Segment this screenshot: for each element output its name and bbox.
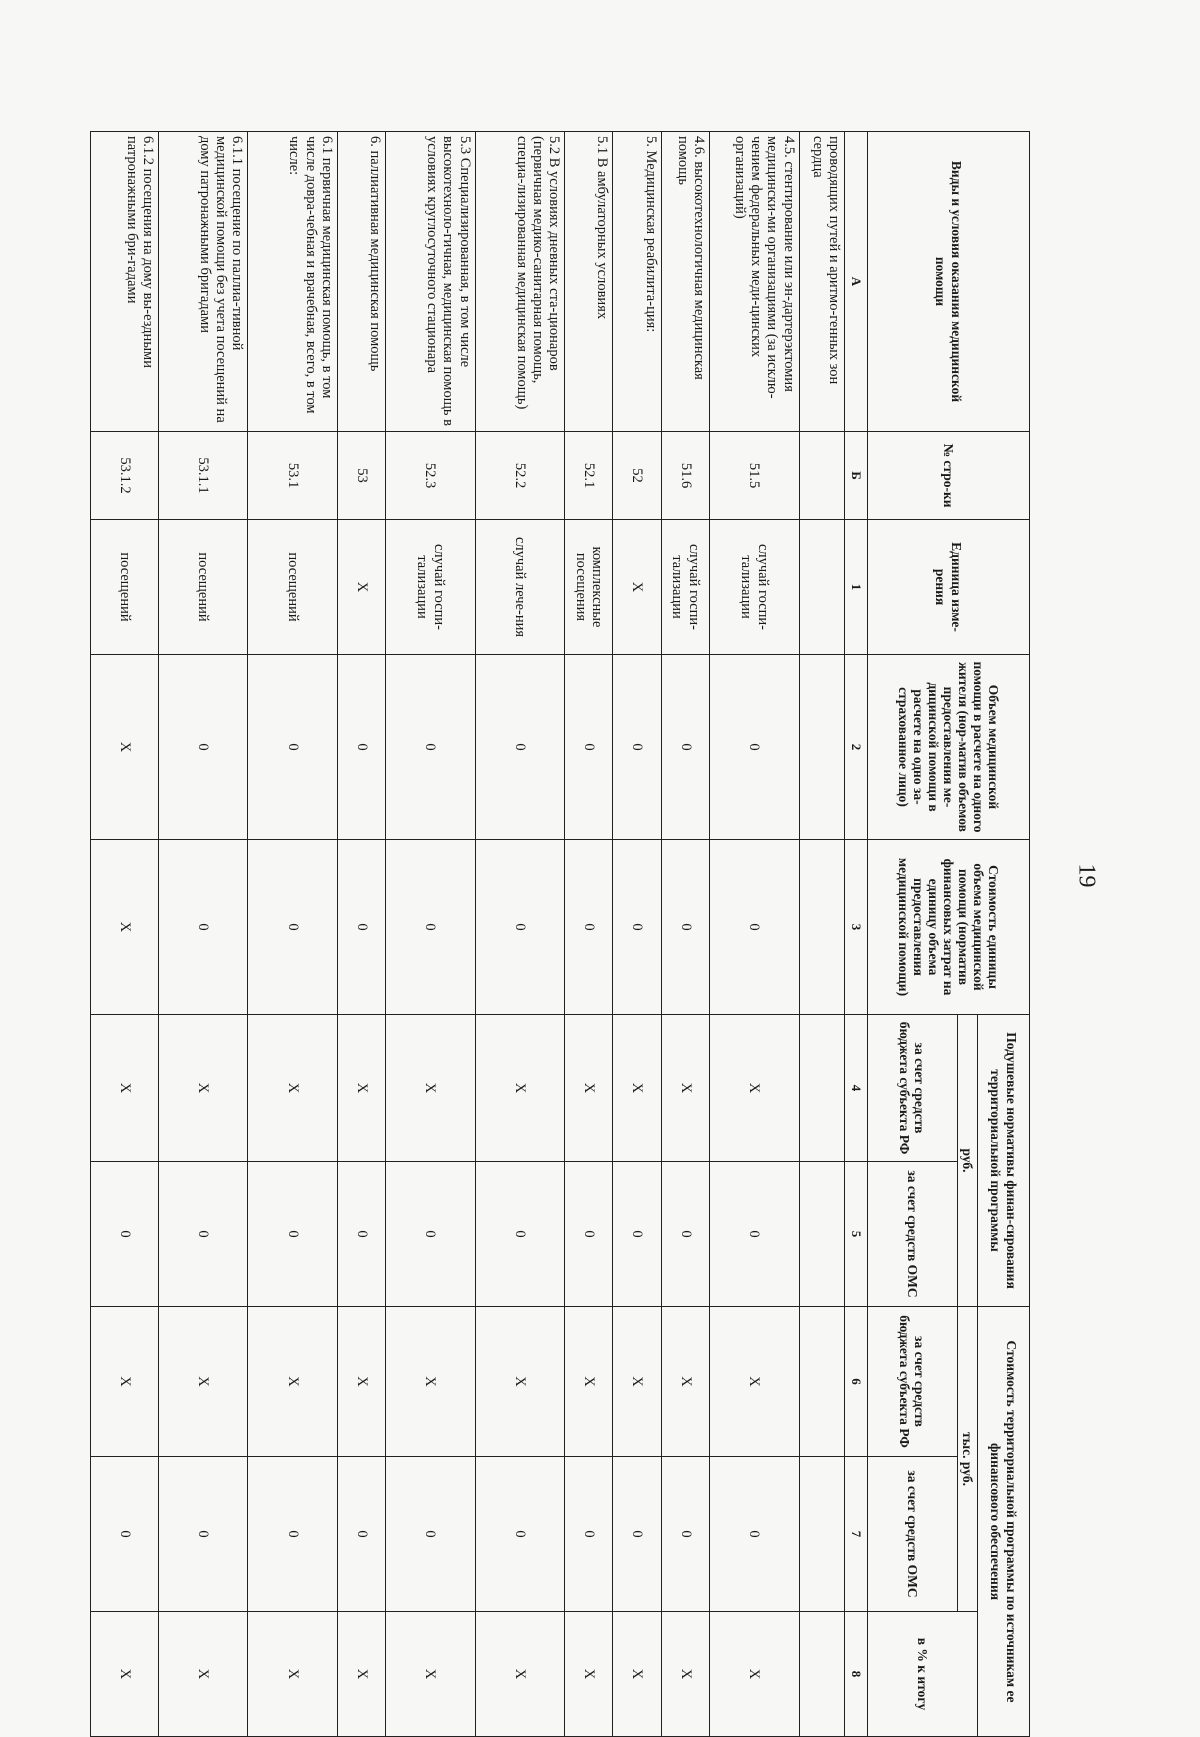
- value-cell: 0: [565, 655, 613, 840]
- value-cell: 0: [710, 655, 799, 840]
- value-cell: 0: [337, 840, 385, 1015]
- value-cell: X: [565, 1612, 613, 1737]
- value-cell: X: [710, 1015, 799, 1162]
- value-cell: 0: [337, 655, 385, 840]
- value-cell: 0: [475, 655, 564, 840]
- row-number-cell: 52.3: [386, 432, 475, 520]
- value-cell: X: [475, 1307, 564, 1457]
- column-number: 6: [844, 1307, 867, 1457]
- value-cell: 0: [565, 1162, 613, 1307]
- unit-cell: посещений: [91, 520, 159, 655]
- value-cell: 0: [661, 840, 709, 1015]
- value-cell: 0: [710, 840, 799, 1015]
- column-number: 3: [844, 840, 867, 1015]
- column-number: 2: [844, 655, 867, 840]
- header-budget-rub: за счет средств бюджета субъекта РФ: [867, 1015, 957, 1162]
- value-cell: 0: [613, 655, 661, 840]
- value-cell: X: [337, 1307, 385, 1457]
- value-cell: 0: [386, 840, 475, 1015]
- value-cell: X: [158, 1612, 247, 1737]
- column-number: 8: [844, 1612, 867, 1737]
- row-number-cell: 53: [337, 432, 385, 520]
- value-cell: X: [248, 1612, 337, 1737]
- row-number-cell: 52: [613, 432, 661, 520]
- unit-cell: случай госпи-тализации: [661, 520, 709, 655]
- header-budget-thousand: за счет средств бюджета субъекта РФ: [867, 1307, 957, 1457]
- unit-cell: X: [613, 520, 661, 655]
- column-number: 7: [844, 1457, 867, 1612]
- value-cell: [799, 1162, 844, 1307]
- value-cell: 0: [337, 1457, 385, 1612]
- value-cell: 0: [710, 1457, 799, 1612]
- header-unit: Единица изме-рения: [867, 520, 1029, 655]
- value-cell: [799, 1612, 844, 1737]
- value-cell: 0: [386, 655, 475, 840]
- value-cell: [799, 1457, 844, 1612]
- value-cell: 0: [248, 1457, 337, 1612]
- value-cell: X: [565, 1015, 613, 1162]
- value-cell: X: [386, 1307, 475, 1457]
- page-number: 19: [1073, 863, 1100, 888]
- value-cell: 0: [565, 840, 613, 1015]
- value-cell: 0: [613, 840, 661, 1015]
- value-cell: [799, 1015, 844, 1162]
- header-unit-cost: Стоимость единицы объема медицинской помощи (норматив финансовых затрат на единицу объема предоставления медицинской помощи): [867, 840, 1029, 1015]
- value-cell: X: [565, 1307, 613, 1457]
- value-cell: 0: [248, 1162, 337, 1307]
- rotated-table-container: [90, 131, 1030, 1736]
- header-per-capita-unit: руб.: [957, 1015, 977, 1307]
- row-number-cell: 51.5: [710, 432, 799, 520]
- value-cell: [799, 1307, 844, 1457]
- care-type-cell: 5. Медицинская реабилита-ция:: [613, 132, 661, 432]
- value-cell: X: [91, 840, 159, 1015]
- row-number-cell: [799, 432, 844, 520]
- header-volume: Объем медицинской помощи в расчете на одного жителя (нор-матив объемов предоставления ме-дицинской помощи в расчете на одно за-страхованное лицо): [867, 655, 1029, 840]
- value-cell: X: [710, 1612, 799, 1737]
- row-number-cell: 53.1: [248, 432, 337, 520]
- header-per-capita-group: Подушевые нормативы финан-сирования территориальной программы: [978, 1015, 1030, 1307]
- value-cell: X: [91, 1612, 159, 1737]
- value-cell: 0: [248, 655, 337, 840]
- table-row: [613, 132, 661, 1737]
- value-cell: [799, 840, 844, 1015]
- row-number-cell: 51.6: [661, 432, 709, 520]
- value-cell: X: [661, 1015, 709, 1162]
- table-row: [248, 132, 337, 1737]
- header-care-type: Виды и условия оказания медицинской помощи: [867, 132, 1029, 432]
- value-cell: X: [91, 655, 159, 840]
- value-cell: 0: [158, 1162, 247, 1307]
- header-oms-rub: за счет средств ОМС: [867, 1162, 957, 1307]
- value-cell: X: [475, 1612, 564, 1737]
- header-row-number: № стро-ки: [867, 432, 1029, 520]
- value-cell: X: [386, 1015, 475, 1162]
- value-cell: X: [158, 1015, 247, 1162]
- value-cell: X: [613, 1015, 661, 1162]
- value-cell: 0: [158, 840, 247, 1015]
- column-number: Б: [844, 432, 867, 520]
- unit-cell: случай госпи-тализации: [710, 520, 799, 655]
- value-cell: 0: [710, 1162, 799, 1307]
- care-type-cell: проводящих путей и аритмо-генных зон сердца: [799, 132, 844, 432]
- value-cell: X: [91, 1015, 159, 1162]
- header-program-cost-group: Стоимость территориальной программы по источникам ее финансового обеспечения: [978, 1307, 1030, 1737]
- unit-cell: комплексные посещения: [565, 520, 613, 655]
- value-cell: X: [337, 1612, 385, 1737]
- unit-cell: случай лече-ния: [475, 520, 564, 655]
- row-number-cell: 53.1.2: [91, 432, 159, 520]
- row-number-cell: 52.1: [565, 432, 613, 520]
- value-cell: 0: [565, 1457, 613, 1612]
- value-cell: X: [91, 1307, 159, 1457]
- value-cell: 0: [661, 1162, 709, 1307]
- value-cell: X: [661, 1307, 709, 1457]
- value-cell: X: [475, 1015, 564, 1162]
- value-cell: 0: [337, 1162, 385, 1307]
- value-cell: 0: [613, 1457, 661, 1612]
- unit-cell: X: [337, 520, 385, 655]
- header-percent-total: в % к итогу: [867, 1612, 977, 1737]
- value-cell: X: [337, 1015, 385, 1162]
- financing-table: [90, 131, 1030, 1737]
- care-type-cell: 6.1.2 посещения на дому вы-ездными патронажными бри-гадами: [91, 132, 159, 432]
- care-type-cell: 6. паллиативная медицинская помощь: [337, 132, 385, 432]
- header-oms-thousand: за счет средств ОМС: [867, 1457, 957, 1612]
- table-row: [661, 132, 709, 1737]
- header-program-cost-unit: тыс. руб.: [957, 1307, 977, 1612]
- value-cell: 0: [475, 1162, 564, 1307]
- value-cell: X: [248, 1307, 337, 1457]
- row-number-cell: 53.1.1: [158, 432, 247, 520]
- value-cell: [799, 655, 844, 840]
- column-number: 1: [844, 520, 867, 655]
- unit-cell: посещений: [248, 520, 337, 655]
- value-cell: X: [613, 1307, 661, 1457]
- unit-cell: [799, 520, 844, 655]
- value-cell: 0: [386, 1162, 475, 1307]
- value-cell: 0: [91, 1162, 159, 1307]
- value-cell: 0: [661, 655, 709, 840]
- value-cell: X: [386, 1612, 475, 1737]
- row-number-cell: 52.2: [475, 432, 564, 520]
- value-cell: 0: [475, 840, 564, 1015]
- column-number: А: [844, 132, 867, 432]
- care-type-cell: 5.1 В амбулаторных условиях: [565, 132, 613, 432]
- care-type-cell: 6.1 первичная медицинская помощь, в том числе довра-чебная и врачебная, всего, в том числе:: [248, 132, 337, 432]
- care-type-cell: 6.1.1 посещение по паллиа-тивной медицинской помощи без учета посещений на дому патронажными бригадами: [158, 132, 247, 432]
- value-cell: 0: [158, 1457, 247, 1612]
- table-row: [337, 132, 385, 1737]
- care-type-cell: 4.5. стентирование или эн-дартерэктомия медицински-ми организациями (за исклю-чением федеральных меди-цинских организаций): [710, 132, 799, 432]
- table-row: [710, 132, 799, 1737]
- care-type-cell: 4.6. высокотехнологичная медицинская помощь: [661, 132, 709, 432]
- care-type-cell: 5.2 В условиях дневных ста-ционаров (первичная медико-санитарная помощь, специа-лизированная медицинская помощь): [475, 132, 564, 432]
- value-cell: 0: [158, 655, 247, 840]
- table-row: [475, 132, 564, 1737]
- value-cell: X: [613, 1612, 661, 1737]
- unit-cell: случай госпи-тализации: [386, 520, 475, 655]
- unit-cell: посещений: [158, 520, 247, 655]
- table-row: [386, 132, 475, 1737]
- value-cell: X: [661, 1612, 709, 1737]
- table-row: [799, 132, 844, 1737]
- value-cell: 0: [248, 840, 337, 1015]
- column-number: 4: [844, 1015, 867, 1162]
- value-cell: X: [158, 1307, 247, 1457]
- value-cell: 0: [386, 1457, 475, 1612]
- table-row: [158, 132, 247, 1737]
- value-cell: 0: [661, 1457, 709, 1612]
- care-type-cell: 5.3 Специализированная, в том числе высокотехноло-гичная, медицинская помощь в условиях круглосуточного стационара: [386, 132, 475, 432]
- value-cell: 0: [613, 1162, 661, 1307]
- value-cell: 0: [475, 1457, 564, 1612]
- value-cell: X: [710, 1307, 799, 1457]
- table-row: [565, 132, 613, 1737]
- value-cell: 0: [91, 1457, 159, 1612]
- value-cell: X: [248, 1015, 337, 1162]
- column-number: 5: [844, 1162, 867, 1307]
- table-row: [91, 132, 159, 1737]
